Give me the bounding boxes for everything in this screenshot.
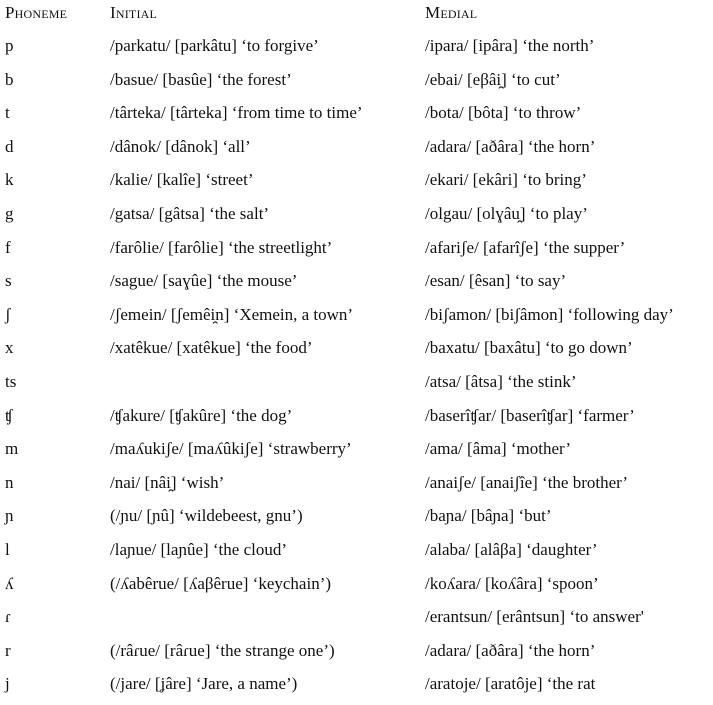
medial-cell: /esan/ [êsan] ‘to say’ [425,271,567,291]
header-medial: Medial [425,3,478,22]
table-row [0,231,713,265]
phoneme-cell: n [5,472,14,492]
initial-cell: /târteka/ [târteka] ‘from time to time’ [110,103,363,123]
initial-cell: (/ɲu/ [ɲû] ‘wildebeest, gnu’) [110,506,303,526]
initial-cell: /parkatu/ [parkâtu] ‘to forgive’ [110,36,319,55]
table-row [0,567,713,601]
initial-cell: /sague/ [saɣûe] ‘the mouse’ [110,271,298,291]
table-row [0,163,713,197]
medial-cell: /ebai/ [eβâi̯] ‘to cut’ [425,69,561,89]
initial-cell: (/jare/ [ʝâre] ‘Jare, a name’) [110,674,298,694]
initial-cell: /ʧakure/ [ʧakûre] ‘the dog’ [110,405,293,425]
medial-cell: /baserîʧar/ [baserîʧar] ‘farmer’ [425,405,635,425]
table-row [0,667,713,701]
phoneme-cell: ʎ [5,573,14,593]
phoneme-cell: ʃ [5,304,11,324]
table-row [0,432,713,466]
table-row [0,130,713,164]
initial-cell: /dânok/ [dânok] ‘all’ [110,136,251,156]
phoneme-cell: ʧ [5,405,13,425]
initial-cell: /gatsa/ [gâtsa] ‘the salt’ [110,203,270,223]
phoneme-cell: b [5,69,14,89]
initial-cell: /basue/ [basûe] ‘the forest’ [110,69,292,89]
table-row [0,63,713,97]
initial-cell: (/râɾue/ [râɾue] ‘the strange one’) [110,640,335,660]
table-body [0,29,713,701]
header-initial: Initial [110,3,158,22]
phoneme-cell: s [5,271,12,291]
medial-cell: /anaiʃe/ [anaiʃîe] ‘the brother’ [425,472,629,492]
initial-cell: /nai/ [nâi̯] ‘wish’ [110,472,225,492]
medial-cell: /koʎara/ [koʎâra] ‘spoon’ [425,573,599,593]
medial-cell: /erantsun/ [erântsun] ‘to answer' [425,607,644,627]
medial-cell: /alaba/ [alâβa] ‘daughter’ [425,539,598,559]
table-row [0,197,713,231]
initial-cell: /laɲue/ [laɲûe] ‘the cloud’ [110,539,288,559]
table-row [0,298,713,332]
phoneme-cell: p [5,36,14,55]
medial-cell: /biʃamon/ [biʃâmon] ‘following day’ [425,304,674,324]
table-row [0,600,713,634]
phoneme-cell: k [5,170,14,190]
phoneme-cell: x [5,338,14,358]
phoneme-cell: d [5,136,14,156]
phoneme-cell: g [5,203,14,223]
table-row [0,29,713,63]
phoneme-cell: m [5,439,19,459]
phoneme-cell: ɾ [5,607,11,627]
medial-cell: /afariʃe/ [afarîʃe] ‘the supper’ [425,237,626,257]
initial-cell: /kalie/ [kalîe] ‘street’ [110,170,254,190]
table-row [0,499,713,533]
table-row [0,264,713,298]
initial-cell: /ʃemein/ [ʃemêi̯n] ‘Xemein, a town’ [110,304,354,324]
medial-cell: /baɲa/ [bâɲa] ‘but’ [425,506,552,526]
medial-cell: /bota/ [bôta] ‘to throw’ [425,103,582,123]
medial-cell: /ama/ [âma] ‘mother’ [425,439,572,459]
medial-cell: /ipara/ [ipâra] ‘the north’ [425,36,595,55]
phoneme-cell: l [5,539,10,559]
phoneme-cell: t [5,103,10,123]
medial-cell: /ekari/ [ekâri] ‘to bring’ [425,170,587,190]
medial-cell: /atsa/ [âtsa] ‘the stink’ [425,371,577,391]
table-row [0,466,713,500]
header-phoneme: Phoneme [5,3,68,22]
initial-cell: /xatêkue/ [xatêkue] ‘the food’ [110,338,313,358]
initial-cell: /maʎukiʃe/ [maʎûkiʃe] ‘strawberry’ [110,439,352,459]
table-row [0,634,713,668]
phoneme-cell: j [5,674,10,694]
medial-cell: /adara/ [aðâra] ‘the horn’ [425,136,596,156]
phoneme-cell: ts [5,371,17,391]
phoneme-cell: r [5,640,11,660]
table-row [0,365,713,399]
medial-cell: /aratoje/ [aratôje] ‘the rat [425,674,596,694]
medial-cell: /adara/ [aðâra] ‘the horn’ [425,640,596,660]
initial-cell: /farôlie/ [farôlie] ‘the streetlight’ [110,237,333,257]
table-header [0,3,713,27]
phoneme-cell: ɲ [5,506,14,526]
table-row [0,331,713,365]
medial-cell: /olgau/ [olɣâu̯] ‘to play’ [425,203,588,223]
medial-cell: /baxatu/ [baxâtu] ‘to go down’ [425,338,633,358]
initial-cell: (/ʎabêrue/ [ʎaβêrue] ‘keychain’) [110,573,332,593]
phoneme-cell: f [5,237,11,257]
table-row [0,399,713,433]
table-row [0,96,713,130]
table-row [0,533,713,567]
